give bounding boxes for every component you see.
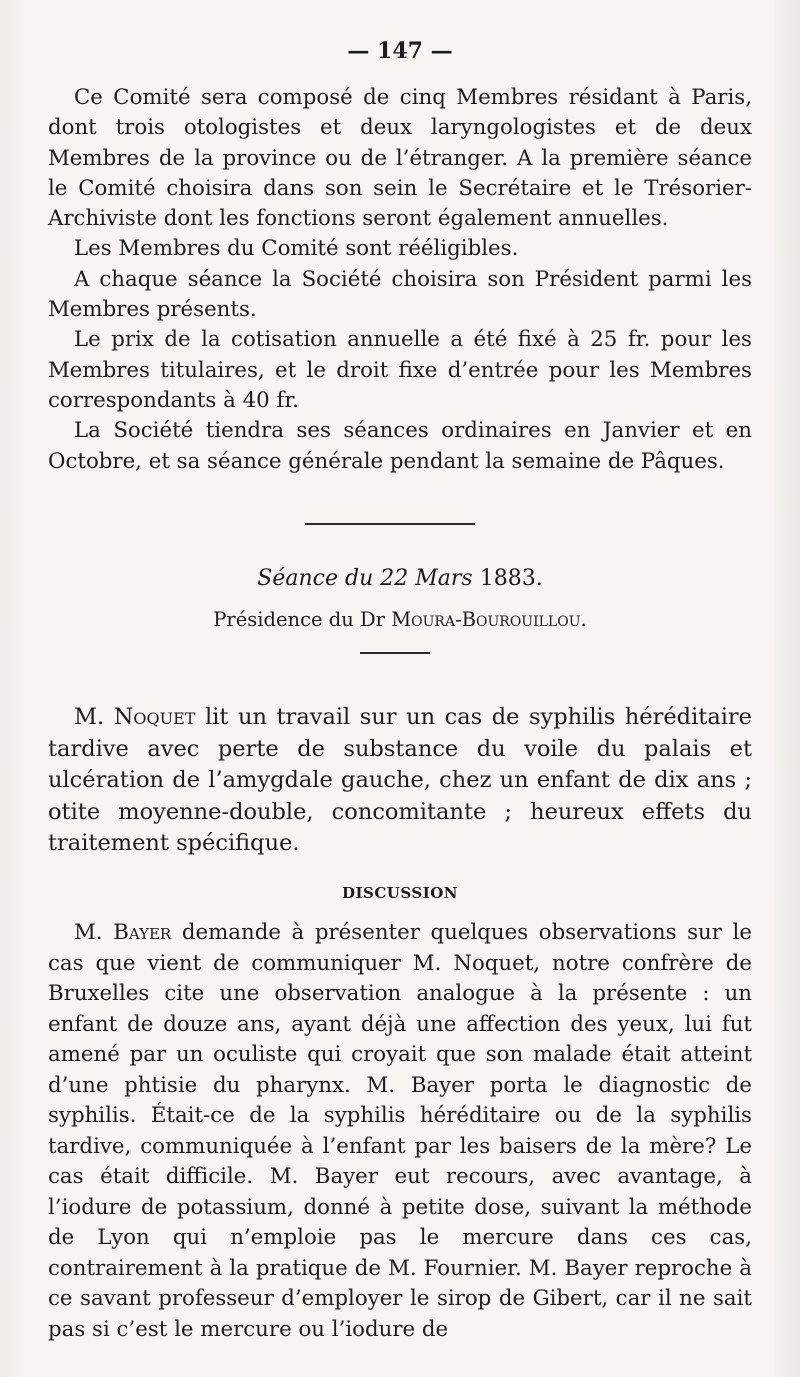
- page-number: — 147 —: [347, 38, 453, 64]
- paragraph-seances: La Société tiendra ses séances ordinaires en Janvier et en Octobre, et sa séance générale pendant la semaine de Pâques.: [48, 418, 752, 474]
- noquet-text: lit un travail sur un cas de syphilis héréditaire tardive avec perte de substance du voile du palais et ulcération de l’amygdale gauche, chez un enfant de dix ans ; otite moyenne-double, concomitante ; heureux effets du traitement spécifique.: [48, 704, 752, 856]
- discussion-heading: DISCUSSION: [341, 884, 458, 902]
- paragraph-reeligible: Les Membres du Comité sont rééligibles.: [74, 236, 519, 262]
- president-name: Moura-Bourouillou.: [391, 608, 587, 631]
- bayer-name: M. Bayer: [74, 920, 172, 945]
- intro-section: [48, 83, 752, 477]
- session-year: 1883.: [479, 566, 543, 591]
- session-title: [0, 566, 800, 591]
- noquet-paragraph: [48, 702, 752, 860]
- short-rule: [360, 652, 430, 654]
- presidence-label: Présidence du: [213, 608, 354, 631]
- session-presidence: [0, 608, 800, 631]
- president-title: Dr: [360, 608, 385, 631]
- section-rule: [305, 523, 475, 525]
- session-title-text: Séance du 22 Mars: [257, 566, 473, 591]
- bayer-paragraph: [48, 918, 752, 1345]
- paragraph-president: A chaque séance la Société choisira son Président parmi les Membres présents.: [48, 266, 752, 323]
- paragraph-committee: Ce Comité sera composé de cinq Membres résidant à Paris, dont trois otologistes et deux laryngologistes et de deux Membres de la province ou de l’étranger. A la première séance le Comité choisira dans son sein le Secrétaire et le Trésorier-Archiviste dont les fonctions seront également annuelles.: [48, 85, 752, 232]
- paragraph-cotisation: Le prix de la cotisation annuelle a été fixé à 25 fr. pour les Membres titulaires, et le droit fixe d’entrée pour les Membres correspondants à 40 fr.: [48, 327, 752, 413]
- noquet-section: [48, 702, 752, 860]
- bayer-section: [48, 918, 752, 1345]
- bayer-text: demande à présenter quelques observations sur le cas que vient de communiquer M. Noquet, notre confrère de Bruxelles cite une observation analogue à la présente : un enfant de douze ans, ayant déjà une affection des yeux, lui fut amené par un oculiste qui croyait que son malade était atteint d’une phtisie du pharynx. M. Bayer porta le diagnostic de syphilis. Était-ce de la syphilis héréditaire ou de la syphilis tardive, communiquée à l’enfant par les baisers de la mère? Le cas était difficile. M. Bayer eut recours, avec avantage, à l’iodure de potassium, donné à petite dose, suivant la méthode de Lyon qui n’emploie pas le mercure dans ces cas, contrairement à la pratique de M. Fournier. M. Bayer reproche à ce savant professeur d’employer le sirop de Gibert, car il ne sait pas si c’est le mercure ou l’iodure de: [48, 920, 752, 1342]
- noquet-name: M. Noquet: [74, 704, 196, 730]
